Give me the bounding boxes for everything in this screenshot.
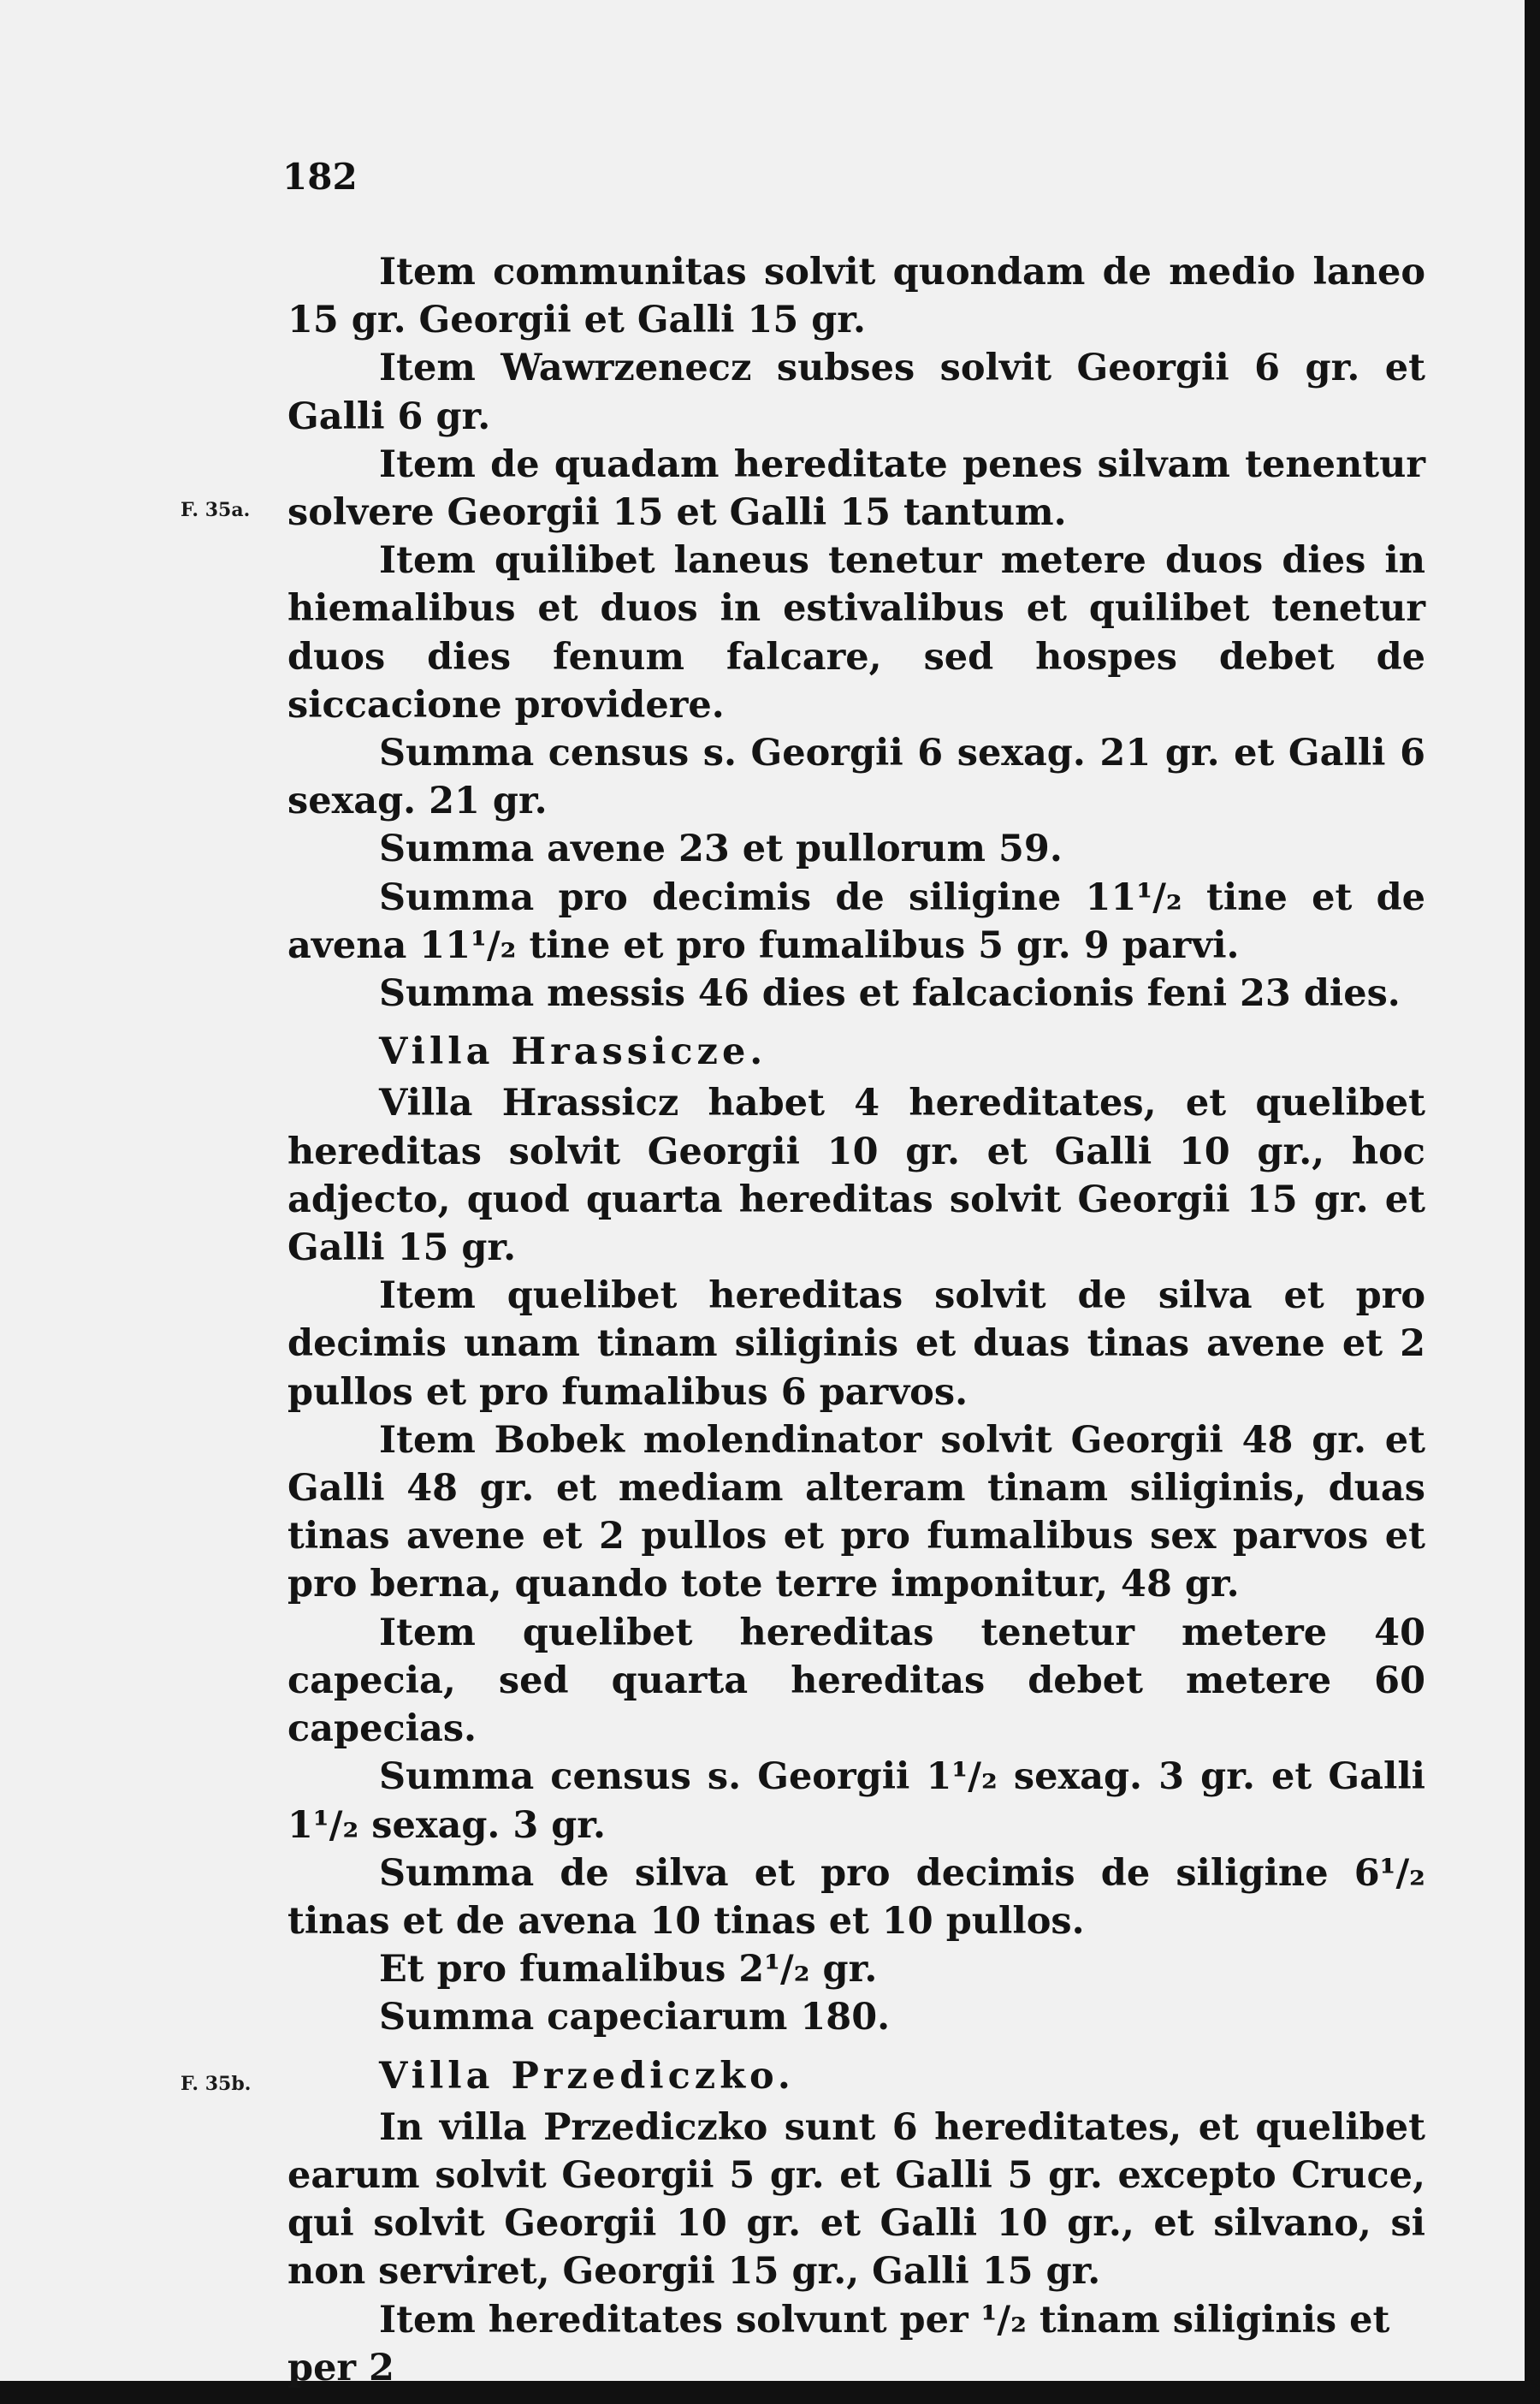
paragraph: In villa Przediczko sunt 6 hereditates, et quelibet earum solvit Georgii 5 gr. et Galli 5 gr. excepto Cruce, qui solvit Georgii 10 gr. et Galli 10 gr., et silvano, si non serviret, Georgii 15 gr., Galli 15 gr.: [287, 2105, 1425, 2294]
paragraph: Item quilibet laneus tenetur metere duos dies in hiemalibus et duos in estivalibus et quilibet tenetur duos dies fenum falcare, sed hospes debet de siccacione providere.: [287, 539, 1425, 727]
paragraph: Summa census s. Georgii 6 sexag. 21 gr. et Galli 6 sexag. 21 gr.: [287, 732, 1425, 823]
paragraph: Villa Hrassicz habet 4 hereditates, et quelibet hereditas solvit Georgii 10 gr. et Galli 10 gr., hoc adjecto, quod quarta hereditas solvit Georgii 15 gr. et Galli 15 gr.: [287, 1082, 1425, 1270]
paragraph: Summa census s. Georgii 1¹/₂ sexag. 3 gr. et Galli 1¹/₂ sexag. 3 gr.: [287, 1755, 1425, 1847]
paragraph: Summa pro decimis de siligine 11¹/₂ tine et de avena 11¹/₂ tine et pro fumalibus 5 gr. 9 parvi.: [287, 876, 1425, 967]
paragraph: Summa de silva et pro decimis de siligine 6¹/₂ tinas et de avena 10 tinas et 10 pullos.: [287, 1851, 1425, 1943]
paragraph: Item quelibet hereditas tenetur metere 40 capecia, sed quarta hereditas debet metere 60 capecias.: [287, 1611, 1425, 1751]
paragraph: Item hereditates solvunt per ¹/₂ tinam siliginis et per 2: [287, 2298, 1390, 2389]
paragraph: Summa avene 23 et pullorum 59.: [379, 828, 1063, 871]
paragraph: Item Wawrzenecz subses solvit Georgii 6 gr. et Galli 6 gr.: [287, 347, 1425, 438]
paragraph: Item quelibet hereditas solvit de silva et pro decimis unam tinam siliginis et duas tinas avene et 2 pullos et pro fumalibus 6 parvos.: [287, 1274, 1425, 1414]
margin-note-f35a: F. 35a.: [181, 498, 251, 521]
page-number: 182: [282, 156, 358, 198]
paragraph: Summa messis 46 dies et falcacionis feni 23 dies.: [379, 972, 1401, 1016]
paragraph: Summa capeciarum 180.: [379, 1996, 891, 2039]
paragraph: Item Bobek molendinator solvit Georgii 48 gr. et Galli 48 gr. et mediam alteram tinam siliginis, duas tinas avene et 2 pullos et pro fumalibus sex parvos et pro berna, quando tote terre imponitur, 48 gr.: [287, 1418, 1425, 1606]
paragraph-group: [181, 441, 1425, 537]
margin-note-f35b: F. 35b.: [181, 2072, 252, 2095]
paragraph-group: [181, 2052, 1425, 2100]
section-heading-hrassicze: Villa Hrassicze.: [379, 1030, 767, 1074]
paragraph: Item communitas solvit quondam de medio laneo 15 gr. Georgii et Galli 15 gr.: [287, 251, 1425, 342]
body-text: [181, 248, 1425, 2392]
paragraph: Et pro fumalibus 2¹/₂ gr.: [379, 1948, 878, 1991]
section-heading-przediczko: Villa Przediczko.: [379, 2054, 795, 2098]
paragraph: Item de quadam hereditate penes silvam tenentur solvere Georgii 15 et Galli 15 tantum.: [287, 442, 1425, 535]
